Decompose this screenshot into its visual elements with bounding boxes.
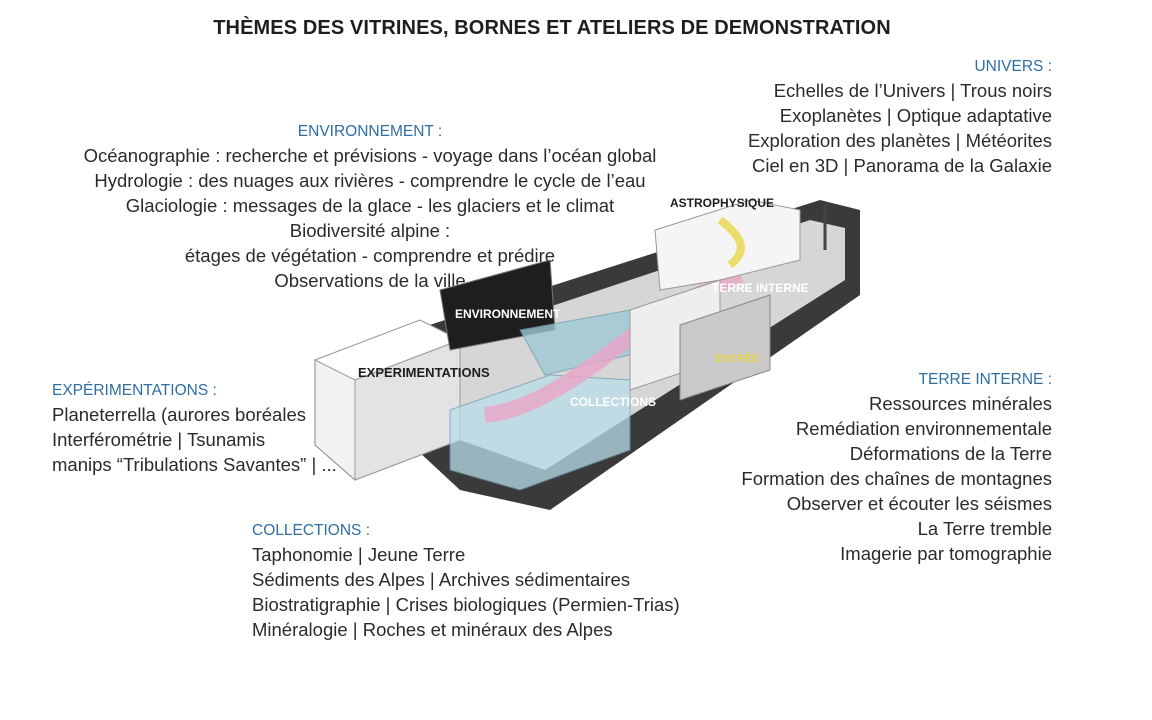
- plan-label-collections: COLLECTIONS: [570, 395, 656, 409]
- theme-line: Exploration des planètes | Météorites: [747, 130, 1052, 151]
- section-heading: COLLECTIONS :: [252, 522, 370, 539]
- theme-line: Ciel en 3D | Panorama de la Galaxie: [752, 155, 1052, 176]
- theme-line: Sédiments des Alpes | Archives sédimentaires: [252, 569, 631, 590]
- section-heading: ENVIRONNEMENT :: [297, 123, 443, 140]
- theme-line: manips “Tribulations Savantes” | ...: [52, 454, 337, 475]
- theme-line: Planeterrella (aurores boréales: [52, 404, 306, 425]
- theme-line: La Terre tremble: [917, 518, 1052, 539]
- theme-line: Echelles de l’Univers | Trous noirs: [773, 80, 1052, 101]
- plan-label-entree: ENTRÉE: [715, 353, 760, 365]
- exhibition-floor-plan: [300, 180, 870, 510]
- theme-line: Exoplanètes | Optique adaptative: [779, 105, 1052, 126]
- section-heading: EXPÉRIMENTATIONS :: [52, 382, 217, 399]
- section-collections: [252, 520, 752, 642]
- plan-label-experimentations: EXPERIMENTATIONS: [358, 365, 490, 380]
- theme-line: Ressources minérales: [868, 393, 1052, 414]
- theme-line: Imagerie par tomographie: [840, 543, 1052, 564]
- section-univers: [690, 56, 1052, 178]
- theme-line: Minéralogie | Roches et minéraux des Alpes: [252, 619, 613, 640]
- theme-line: étages de végétation - comprendre et prédire: [184, 245, 556, 266]
- theme-line: Remédiation environnementale: [795, 418, 1052, 439]
- plan-label-astrophysique: ASTROPHYSIQUE: [670, 196, 775, 210]
- theme-line: Biostratigraphie | Crises biologiques (Permien-Trias): [252, 594, 680, 615]
- theme-line: Glaciologie : messages de la glace - les glaciers et le climat: [125, 195, 615, 216]
- theme-line: Hydrologie : des nuages aux rivières - comprendre le cycle de l’eau: [94, 170, 646, 191]
- theme-line: Biodiversité alpine :: [289, 220, 451, 241]
- plan-label-environnement: ENVIRONNEMENT: [455, 307, 561, 321]
- section-heading: UNIVERS :: [974, 58, 1052, 75]
- page-title: THÈMES DES VITRINES, BORNES ET ATELIERS DE DEMONSTRATION: [213, 17, 891, 39]
- plan-label-terre-interne: TERRE INTERNE: [712, 281, 809, 295]
- theme-line: Déformations de la Terre: [849, 443, 1052, 464]
- theme-line: Taphonomie | Jeune Terre: [252, 544, 466, 565]
- theme-line: Interférométrie | Tsunamis: [52, 429, 266, 450]
- section-heading: TERRE INTERNE :: [918, 371, 1052, 388]
- theme-line: Océanographie : recherche et prévisions - voyage dans l’océan global: [83, 145, 657, 166]
- theme-line: Observations de la ville: [274, 270, 466, 291]
- theme-line: Formation des chaînes de montagnes: [741, 468, 1052, 489]
- theme-line: Observer et écouter les séismes: [786, 493, 1052, 514]
